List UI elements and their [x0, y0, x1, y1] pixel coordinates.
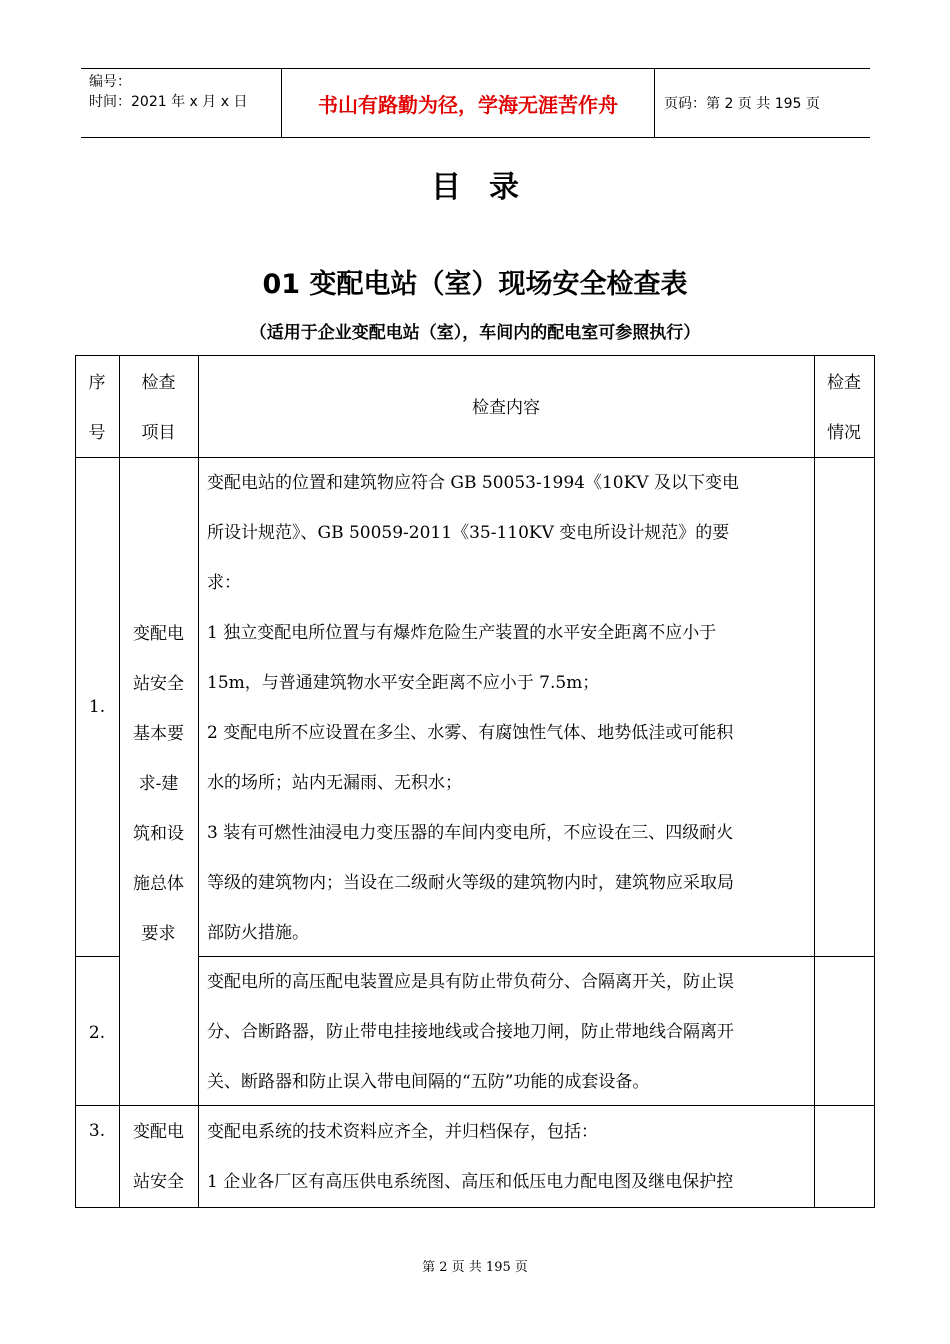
table-border [874, 355, 875, 1208]
section-subtitle: （适用于企业变配电站（室），车间内的配电室可参照执行） [249, 323, 701, 343]
header-seq-line: 序 [88, 373, 106, 393]
document-number-label: 编号： [89, 74, 131, 90]
content-line: 等级的建筑物内；当设在二级耐火等级的建筑物内时，建筑物应采取局 [207, 873, 734, 893]
content-line: 所设计规范》、GB 50059-2011《35-110KV 变电所设计规范》的要 [207, 523, 730, 543]
table-border [75, 956, 119, 957]
content-line: 分、合断路器，防止带电挂接地线或合接地刀闸，防止带地线合隔离开 [207, 1022, 734, 1042]
header-item-line: 项目 [141, 423, 176, 443]
content-line: 求： [207, 573, 241, 593]
header-seq [75, 358, 119, 458]
row-content [207, 1107, 810, 1207]
content-line: 部防火措施。 [207, 923, 309, 943]
content-line: 关、断路器和防止误入带电间隔的“五防”功能的成套设备。 [207, 1072, 650, 1092]
content-line: 1 企业各厂区有高压供电系统图、高压和低压电力配电图及继电保护控 [207, 1172, 734, 1192]
item-line: 变配电 [133, 624, 184, 644]
header-seq-line: 号 [88, 423, 106, 443]
item-line: 基本要 [133, 724, 184, 744]
document-time-label: 时间：2021 年 x 月 x 日 [89, 94, 248, 110]
row-content [207, 957, 810, 1107]
item-line: 求-建 [138, 774, 179, 794]
row-content [207, 458, 810, 958]
content-line: 2 变配电所不应设置在多尘、水雾、有腐蚀性气体、地势低洼或可能积 [207, 723, 734, 743]
item-line: 变配电 [133, 1122, 184, 1142]
header-status-line: 检查 [827, 373, 861, 393]
header-meta [89, 72, 247, 112]
content-line: 变配电系统的技术资料应齐全，并归档保存，包括： [207, 1122, 598, 1142]
item-line: 施总体 [133, 874, 184, 894]
header-item [119, 358, 198, 458]
inspection-table [75, 355, 875, 1208]
row-seq: 3. [88, 1121, 106, 1141]
row-seq: 2. [88, 1023, 106, 1043]
page-header [81, 68, 870, 138]
item-line: 站安全 [133, 674, 184, 694]
table-border [814, 355, 815, 1208]
content-line: 1 独立变配电所位置与有爆炸危险生产装置的水平安全距离不应小于 [207, 623, 717, 643]
header-content: 检查内容 [472, 398, 540, 418]
content-line: 变配电站的位置和建筑物应符合 GB 50053-1994《10KV 及以下变电 [207, 473, 739, 493]
item-line: 要求 [141, 924, 176, 944]
content-line: 变配电所的高压配电装置应是具有防止带负荷分、合隔离开关，防止误 [207, 972, 734, 992]
header-divider [654, 69, 655, 137]
row-seq: 1. [88, 697, 106, 717]
table-border [75, 355, 76, 1208]
table-border [75, 355, 875, 356]
header-status [814, 358, 874, 458]
item-group [119, 1107, 198, 1207]
content-line: 15m，与普通建筑物水平安全距离不应小于 7.5m； [207, 673, 600, 693]
table-border [198, 355, 199, 1208]
item-group [119, 609, 198, 959]
page-footer: 第 2 页 共 195 页 [422, 1260, 528, 1275]
header-item-line: 检查 [141, 373, 176, 393]
toc-title: 目录 [431, 170, 547, 205]
item-line: 筑和设 [133, 824, 184, 844]
section-title: 01 变配电站（室）现场安全检查表 [262, 269, 688, 300]
header-motto: 书山有路勤为径，学海无涯苦作舟 [318, 92, 618, 117]
header-status-line: 情况 [827, 423, 861, 443]
item-line: 站安全 [133, 1172, 184, 1192]
table-border [75, 1207, 875, 1208]
content-line: 3 装有可燃性油浸电力变压器的车间内变电所，不应设在三、四级耐火 [207, 823, 734, 843]
header-page-label: 页码：第 2 页 共 195 页 [664, 96, 820, 112]
content-line: 水的场所；站内无漏雨、无积水； [207, 773, 462, 793]
